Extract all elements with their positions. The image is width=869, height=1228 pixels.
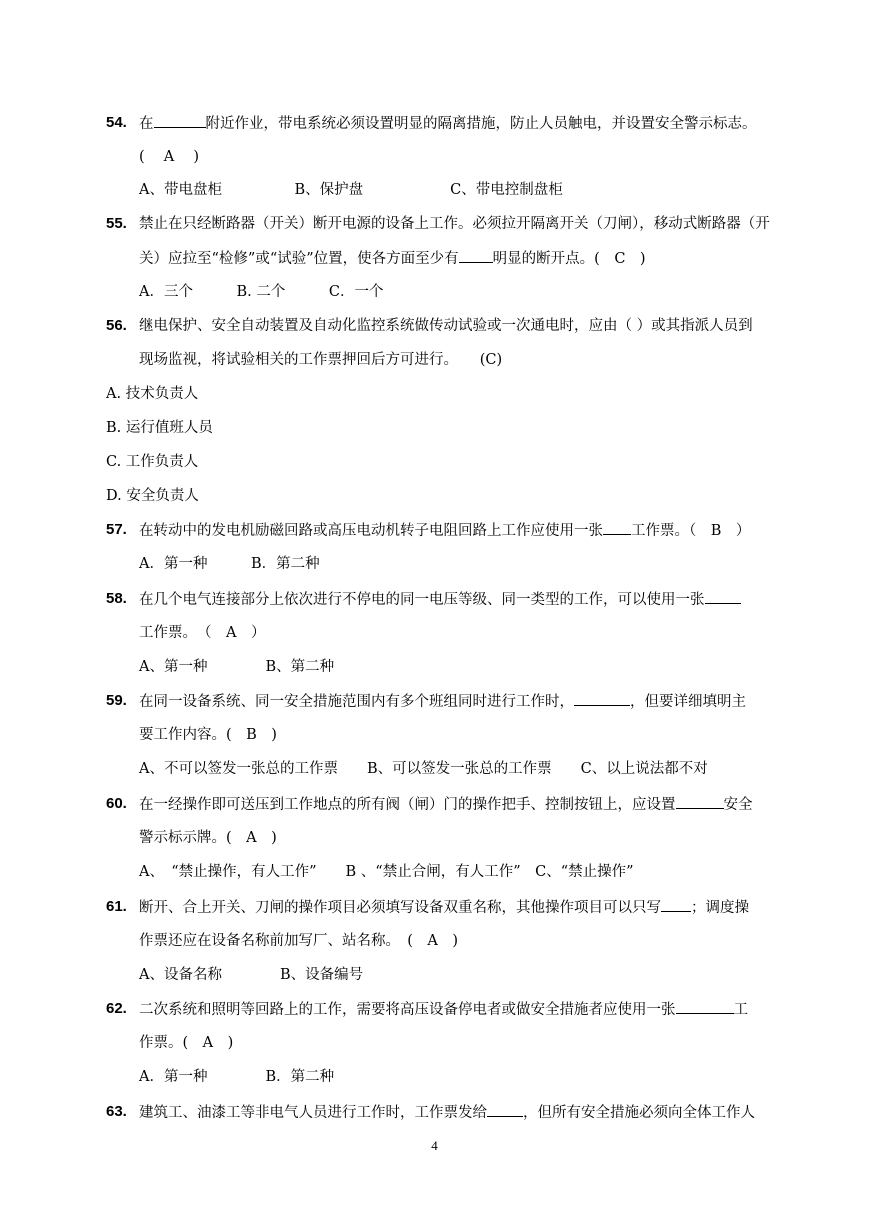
answer-blank xyxy=(676,999,734,1014)
answer-blank xyxy=(661,897,691,912)
answer-blank xyxy=(574,691,630,706)
question-number: 60. xyxy=(106,795,127,812)
choice-d: D. 安全负责人 xyxy=(106,488,199,504)
question-text: 作票还应在设备名称前加写厂、站名称。 ( A ) xyxy=(139,933,459,949)
question-text: 警示标示牌。( A ) xyxy=(139,830,277,846)
question-text: 在转动中的发电机励磁回路或高压电动机转子电阻回路上工作应使用一张 工作票。（ B ） xyxy=(139,520,750,540)
options-line: A、带电盘柜 B、保护盘 C、带电控制盘柜 xyxy=(139,182,563,198)
question-text: 工作票。 （ A ） xyxy=(139,625,266,641)
question-number: 56. xyxy=(106,317,127,334)
question-text: 建筑工、油漆工等非电气人员进行工作时，工作票发给 ，但所有安全措施必须向全体工作人 xyxy=(139,1102,755,1122)
options-line: A、设备名称 B、设备编号 xyxy=(139,967,364,983)
choice-a: A. 技术负责人 xyxy=(106,386,199,402)
question-text: 要工作内容。( B ) xyxy=(139,727,277,743)
question-text: 断开、合上开关、刀闸的操作项目必须填写设备双重名称，其他操作项目可以只写 ；调度操 xyxy=(139,897,749,917)
answer-blank xyxy=(676,794,724,809)
answer-blank xyxy=(459,248,493,263)
question-number: 59. xyxy=(106,692,127,709)
question-text: 作票。( A ) xyxy=(139,1035,234,1051)
question-text: 在几个电气连接部分上依次进行不停电的同一电压等级、同一类型的工作，可以使用一张 xyxy=(139,589,741,609)
question-number: 58. xyxy=(106,590,127,607)
question-text: 现场监视，将试验相关的工作票押回后方可进行。 (C) xyxy=(139,352,503,368)
question-text: 在一经操作即可送压到工作地点的所有阀（闸）门的操作把手、控制按钮上，应设置 安全 xyxy=(139,794,753,814)
question-number: 55. xyxy=(106,215,127,232)
question-number: 57. xyxy=(106,521,127,538)
question-number: 61. xyxy=(106,898,127,915)
answer-blank xyxy=(154,113,206,128)
answer-blank xyxy=(705,589,741,604)
question-text: 关）应拉至“检修”或“试验”位置，使各方面至少有 明显的断开点。( C ) xyxy=(139,248,646,268)
choice-c: C. 工作负责人 xyxy=(106,454,199,470)
options-line: A、第一种 B、第二种 xyxy=(139,659,335,675)
question-number: 62. xyxy=(106,1000,127,1017)
options-line: A．第一种 B．第二种 xyxy=(139,556,320,572)
question-text: 禁止在只经断路器（开关）断开电源的设备上工作。必须拉开隔离开关（刀闸），移动式断路器（开 xyxy=(139,216,770,232)
page-number: 4 xyxy=(431,1138,438,1153)
question-text: 二次系统和照明等回路上的工作，需要将高压设备停电者或做安全措施者应使用一张 工 xyxy=(139,999,748,1019)
question-text: 在 附近作业，带电系统必须设置明显的隔离措施，防止人员触电，并设置安全警示标志。 xyxy=(139,113,757,133)
choice-b: B. 运行值班人员 xyxy=(106,420,213,436)
options-line: A、 “禁止操作，有人工作” B 、“禁止合闸，有人工作” C、“禁止操作” xyxy=(139,864,634,880)
question-number: 63. xyxy=(106,1103,127,1120)
question-number: 54. xyxy=(106,114,127,131)
answer-blank xyxy=(603,520,631,535)
question-text: 继电保护、安全自动装置及自动化监控系统做传动试验或一次通电时，应由（ ）或其指派人员到 xyxy=(139,318,753,334)
options-line: A、不可以签发一张总的工作票 B、可以签发一张总的工作票 C、以上说法都不对 xyxy=(139,761,708,777)
options-line: A．三个 B. 二个 C．一个 xyxy=(139,284,384,300)
question-text: 在同一设备系统、同一安全措施范围内有多个班组同时进行工作时， ，但要详细填明主 xyxy=(139,691,746,711)
answer-line: ( A ) xyxy=(139,149,200,165)
options-line: A．第一种 B．第二种 xyxy=(139,1069,335,1085)
answer-blank xyxy=(487,1102,523,1117)
